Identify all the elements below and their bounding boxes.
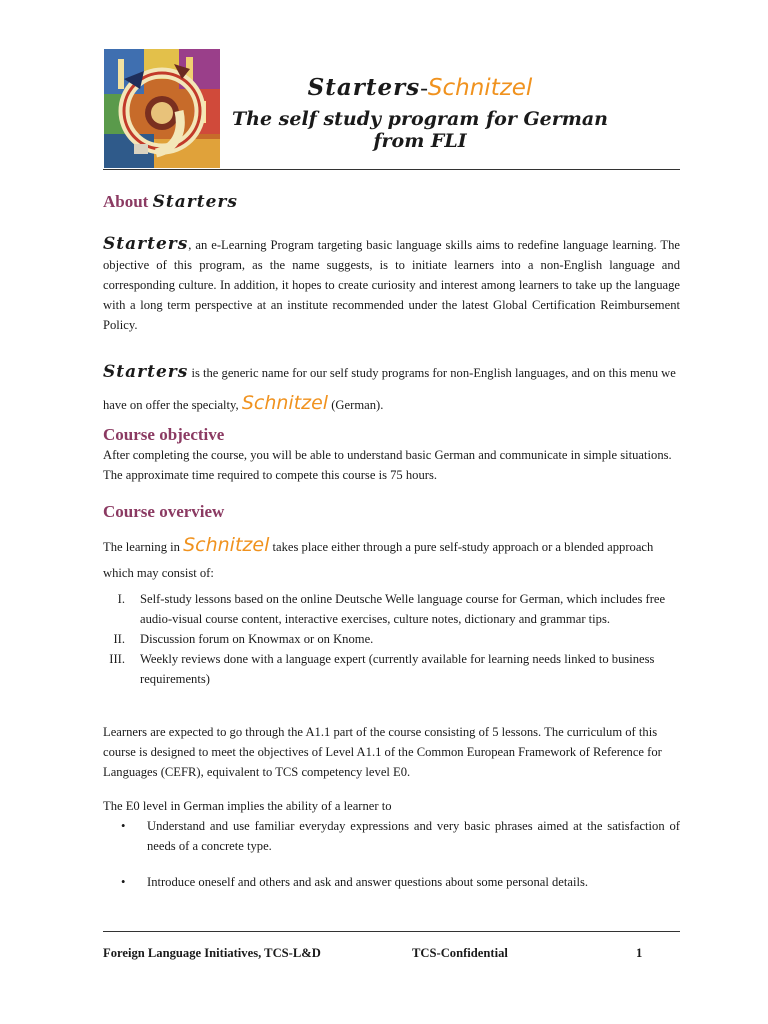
list-item <box>103 816 680 856</box>
list-item-text: Weekly reviews done with a language expert (currently available for learning needs linked to business requirements) <box>140 652 655 686</box>
about-heading-prefix: About <box>103 192 149 211</box>
title-separator: - <box>420 75 428 100</box>
title-specialty: Schnitzel <box>427 75 533 101</box>
list-item <box>103 872 680 892</box>
about-p2-brand: Starters <box>103 362 189 382</box>
about-p2-specialty: Schnitzel <box>241 392 329 414</box>
list-item <box>103 649 680 689</box>
about-heading <box>103 192 680 212</box>
about-paragraph-2 <box>103 357 680 420</box>
overview-heading: Course overview <box>103 502 225 521</box>
footer-organization: Foreign Language Initiatives, TCS-L&D <box>103 946 321 960</box>
title-brand: Starters <box>307 74 421 101</box>
list-item-number: II. <box>113 632 125 646</box>
objective-text: After completing the course, you will be able to understand basic German and communicate in simple situations. The approximate time required to compete this course is 75 hours. <box>103 448 672 482</box>
list-item <box>103 589 680 629</box>
e0-bullet-list <box>103 816 680 892</box>
e0-intro: The E0 level in German implies the ability of a learner to <box>103 799 392 813</box>
list-item-text: Discussion forum on Knowmax or on Knome. <box>140 632 374 646</box>
bullet-icon: • <box>121 875 126 889</box>
about-paragraph-1 <box>103 234 680 335</box>
bullet-icon: • <box>121 819 126 833</box>
about-p2-text-a: is the generic name for our self study programs for non-English languages, and on this menu we have on offer the specialty, <box>103 366 676 412</box>
overview-intro <box>103 532 680 586</box>
bullet-text: Introduce oneself and others and ask and answer questions about some personal details. <box>147 875 589 889</box>
bullet-text: Understand and use familiar everyday expressions and very basic phrases aimed at the satisfaction of needs of a concrete type. <box>147 819 680 853</box>
curriculum-paragraph: Learners are expected to go through the A1.1 part of the course consisting of 5 lessons. The curriculum of this course is designed to meet the objectives of Level A1.1 of the Common European Framework of Reference for Languages (CEFR), equivalent to TCS competency level E0. <box>103 725 662 779</box>
page-number: 1 <box>636 946 643 960</box>
objective-heading: Course objective <box>103 425 225 444</box>
list-item <box>103 629 680 649</box>
list-item-number: I. <box>117 592 125 606</box>
starters-logo-image <box>104 49 220 168</box>
about-p1-text: , an e-Learning Program targeting basic language skills aims to redefine language learning. The objective of this program, as the name suggests, is to initiate learners into a non-English language and corresponding culture. In addition, it hopes to create curiosity and interest among learners to take up the language with a long term perspective at an institute recommended under the latest Global Certification Reimbursement Policy. <box>103 238 680 332</box>
document-title <box>220 74 620 101</box>
about-p2-text-b: (German). <box>328 398 384 412</box>
about-heading-brand: Starters <box>152 192 238 212</box>
header-divider <box>103 169 680 170</box>
list-item-text: Self-study lessons based on the online Deutsche Welle language course for German, which includes free audio-visual course content, interactive exercises, culture notes, dictionary and grammar tips. <box>140 592 666 626</box>
overview-intro-specialty: Schnitzel <box>183 534 270 556</box>
overview-numbered-list <box>103 589 680 689</box>
footer-confidential: TCS-Confidential <box>412 946 508 960</box>
overview-intro-a: The learning in <box>103 540 184 554</box>
overview-intro-b: takes place either through a pure self-study approach or a blended approach which may consist of: <box>103 540 654 580</box>
list-item-number: III. <box>109 652 125 666</box>
about-p1-brand: Starters <box>103 234 189 254</box>
footer-divider <box>103 931 680 932</box>
document-subtitle: The self study program for German from FLI <box>232 108 608 152</box>
